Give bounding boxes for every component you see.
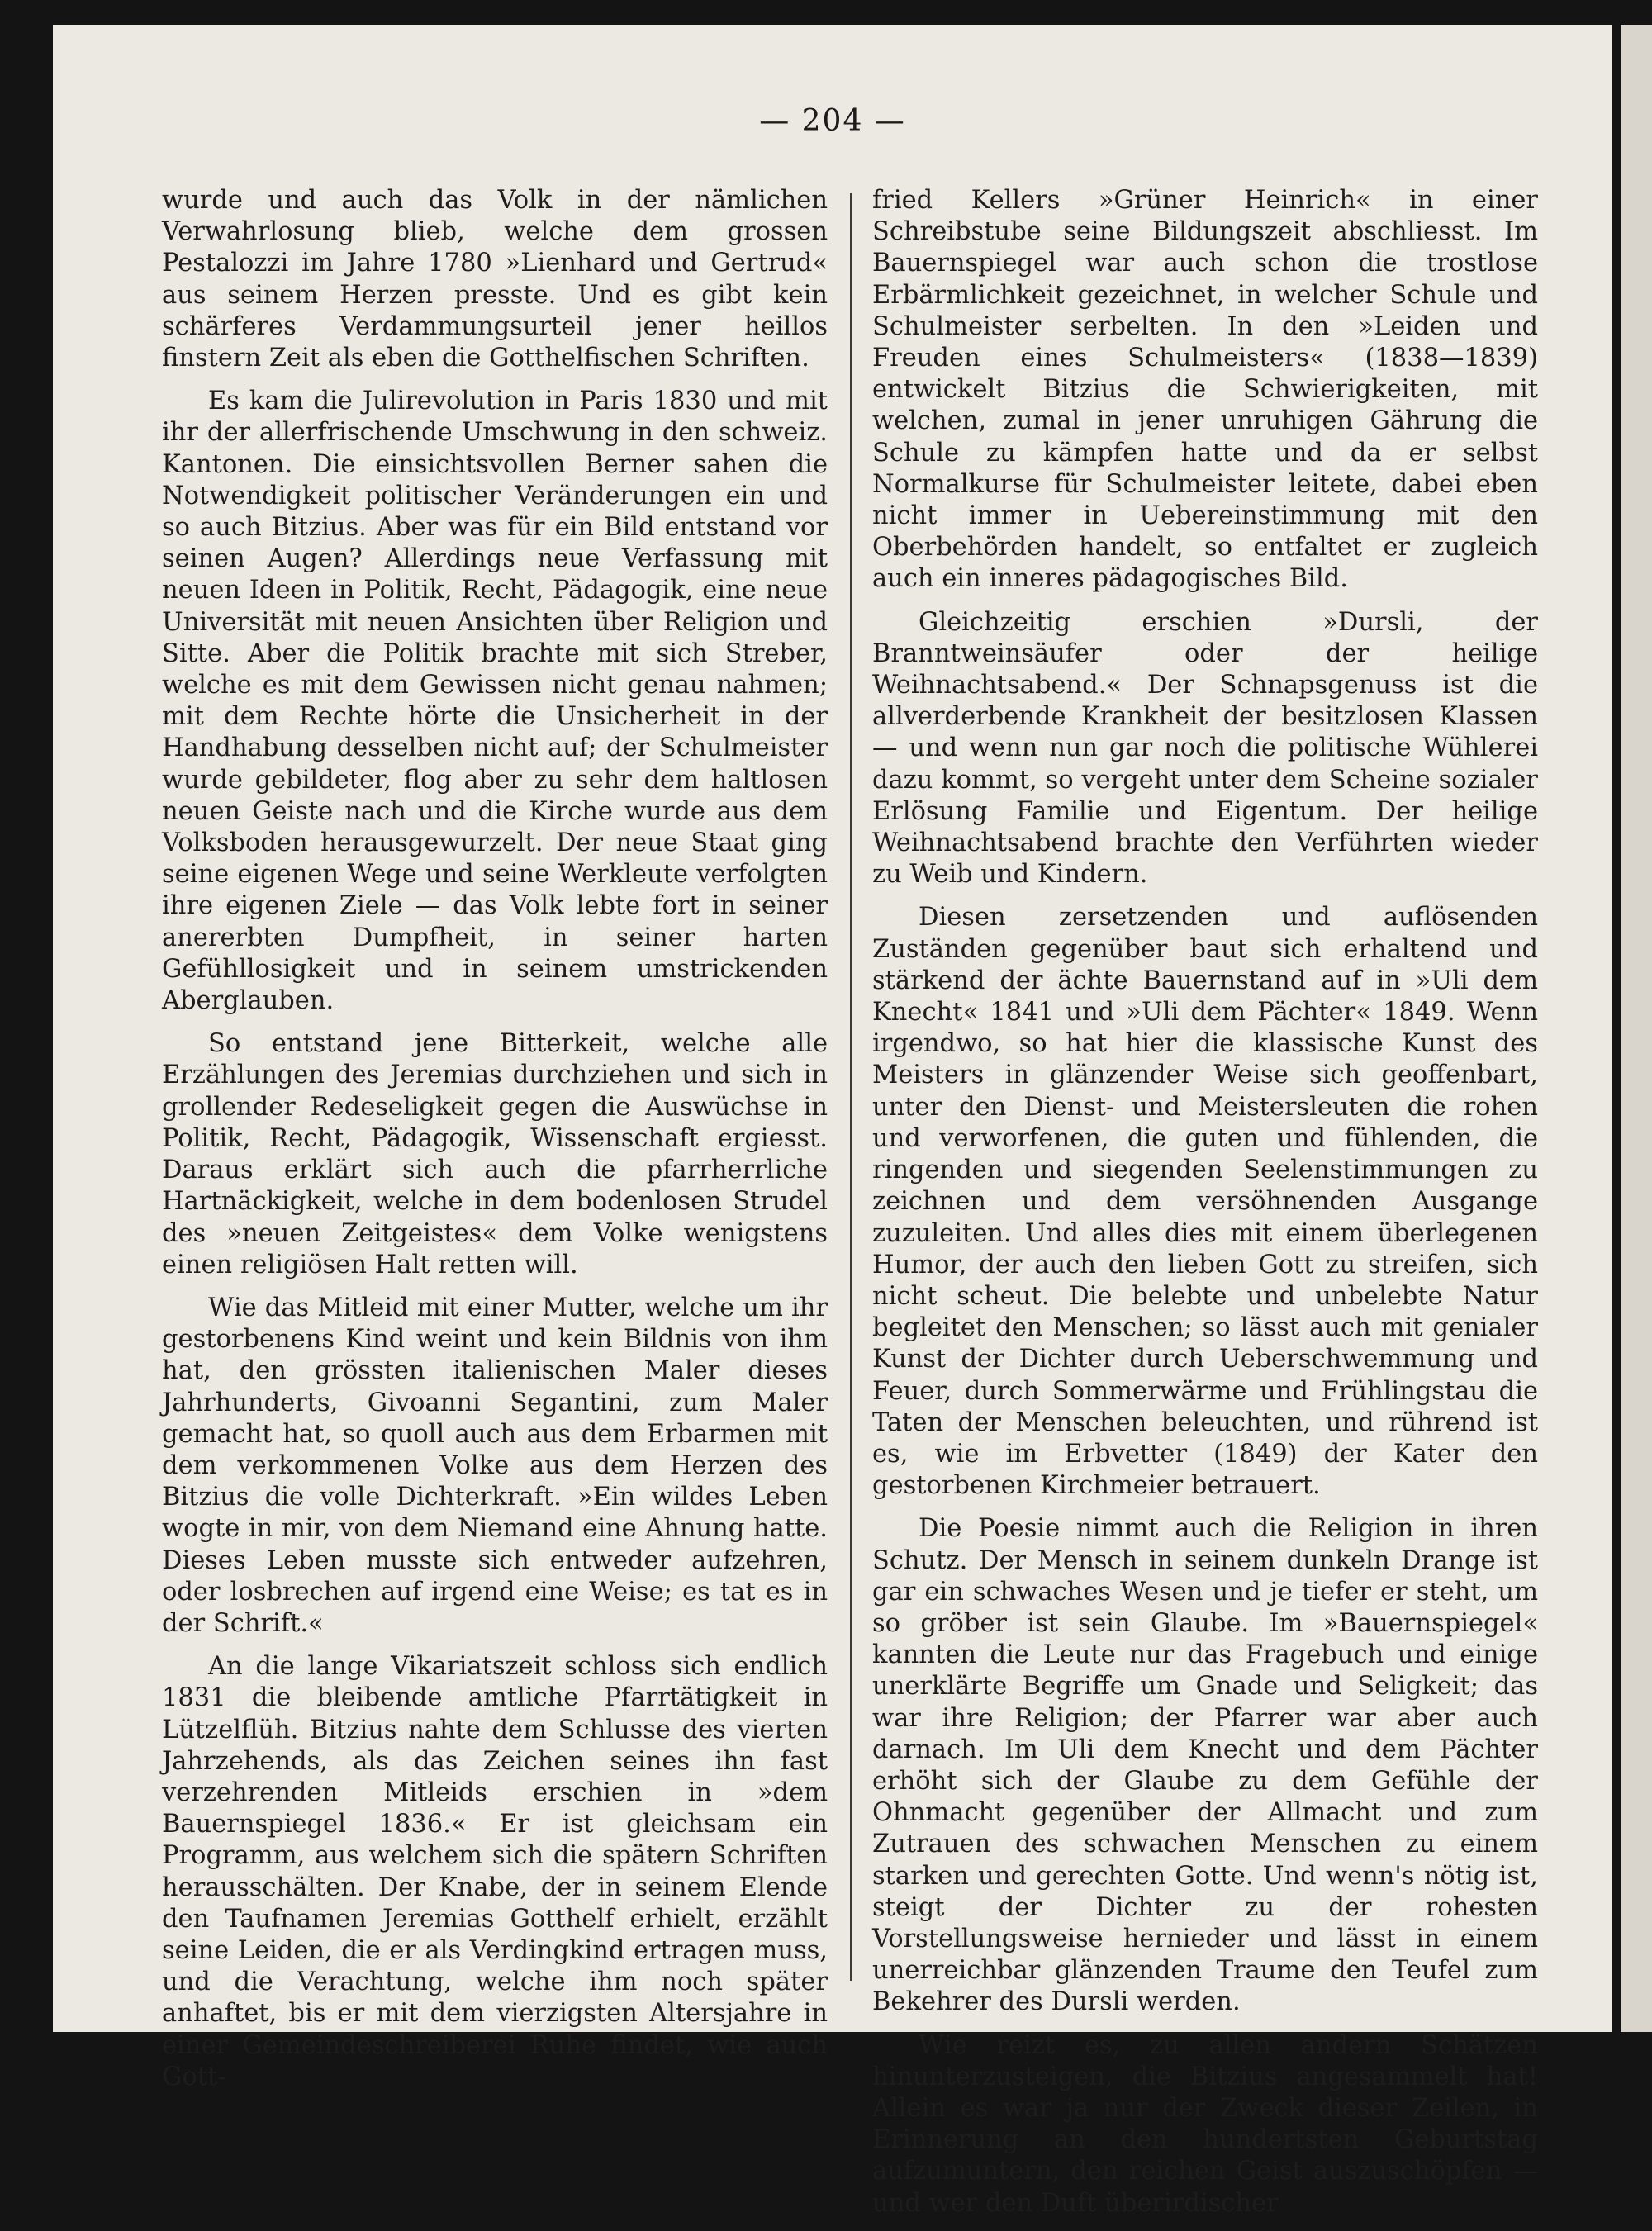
page-number: — 204 — <box>759 104 906 138</box>
left-paragraph-2: Es kam die Julirevolution in Paris 1830 und mit ihr der allerfrischende Umschwung in den schweiz. Kantonen. Die einsichtsvollen Berner sahen die Notwendigkeit politischer Veränderungen ein und so auch Bitzius. Aber was für ein Bild entstand vor seinen Augen? Allerdings neue Verfassung mit neuen Ideen in Politik, Recht, Pädagogik, eine neue Universität mit neuen Ansichten über Religion und Sitte. Aber die Politik brachte mit sich Streber, welche es mit dem Gewissen nicht genau nahmen; mit dem Rechte hörte die Unsicherheit in der Handhabung desselben nicht auf; der Schulmeister wurde gebildeter, flog aber zu sehr dem haltlosen neuen Geiste nach und die Kirche wurde aus dem Volksboden herausgewurzelt. Der neue Staat ging seine eigenen Wege und seine Werkleute verfolgten ihre eigenen Ziele — das Volk lebte fort in seiner anererbten Dumpfheit, in seiner harten Gefühllosigkeit und in seinem umstrickenden Aberglauben. <box>162 387 828 1016</box>
left-paragraph-4: Wie das Mitleid mit einer Mutter, welche um ihr gestorbenens Kind weint und kein Bildnis von ihm hat, den grössten italienischen Maler dieses Jahrhunderts, Givoanni Segantini, zum Maler gemacht hat, so quoll auch aus dem Erbarmen mit dem verkommenen Volke aus dem Herzen des Bitzius die volle Dichterkraft. »Ein wildes Leben wogte in mir, von dem Niemand eine Ahnung hatte. Dieses Leben musste sich entweder aufzehren, oder losbrechen auf irgend eine Weise; es tat es in der Schrift.« <box>162 1293 828 1638</box>
column-divider <box>850 193 852 1981</box>
right-paragraph-5: Wie reizt es, zu allen andern Schätzen hinunterzusteigen, die Bitzius angesammelt hat! Allein es war ja nur der Zweck dieser Zeilen, in Erinnerung an den hundertsten Geburtstag aufzumuntern, den reichen Geist auszuschöpfen — und wer den Duft überirdischer <box>872 2030 1538 2218</box>
right-paragraph-2: Gleichzeitig erschien »Dursli, der Branntweinsäufer oder der heilige Weihnachtsabend.« Der Schnapsgenuss ist die allverderbende Krankheit der besitzlosen Klassen — und wenn nun gar noch die politische Wühlerei dazu kommt, so vergeht unter dem Scheine sozialer Erlösung Familie und Eigentum. Der heilige Weihnachtsabend brachte den Verführten wieder zu Weib und Kindern. <box>872 607 1538 890</box>
left-paragraph-1: wurde und auch das Volk in der nämlichen Verwahrlosung blieb, welche dem grossen Pestalozzi im Jahre 1780 »Lienhard und Gertrud« aus seinem Herzen presste. Und es gibt kein schärferes Verdammungsurteil jener heillos finstern Zeit als eben die Gotthelfischen Schriften. <box>162 186 828 373</box>
right-paragraph-3: Diesen zersetzenden und auflösenden Zuständen gegenüber baut sich erhaltend und stärkend der ächte Bauernstand auf in »Uli dem Knecht« 1841 und »Uli dem Pächter« 1849. Wenn irgendwo, so hat hier die klassische Kunst des Meisters in glänzender Weise sich geoffenbart, unter den Dienst- und Meistersleuten die rohen und verworfenen, die guten und fühlenden, die ringenden und siegenden Seelenstimmungen zu zeichnen und dem versöhnenden Ausgange zuzuleiten. Und alles dies mit einem überlegenen Humor, der auch den lieben Gott zu streifen, sich nicht scheut. Die belebte und unbelebte Natur begleitet den Menschen; so lässt auch mit genialer Kunst der Dichter durch Ueberschwemmung und Feuer, durch Sommerwärme und Frühlingstau die Taten der Menschen beleuchten, und rührend ist es, wie im Erbvetter (1849) der Kater den gestorbenen Kirchmeier betrauert. <box>872 903 1538 1501</box>
right-column <box>872 185 1538 2231</box>
adjacent-page-edge <box>1621 25 1652 2032</box>
scanned-page <box>53 25 1612 2218</box>
right-paragraph-1: fried Kellers »Grüner Heinrich« in einer Schreibstube seine Bildungszeit abschliesst. Im Bauernspiegel war auch schon die trostlose Erbärmlichkeit gezeichnet, in welcher Schule und Schulmeister serbelten. In den »Leiden und Freuden eines Schulmeisters« (1838—1839) entwickelt Bitzius die Schwierigkeiten, mit welchen, zumal in jener unruhigen Gährung die Schule zu kämpfen hatte und da er selbst Normalkurse für Schulmeister leitete, dabei eben nicht immer in Uebereinstimmung mit den Oberbehörden handelt, so entfaltet er zugleich auch ein inneres pädagogisches Bild. <box>872 186 1538 594</box>
left-paragraph-3: So entstand jene Bitterkeit, welche alle Erzählungen des Jeremias durchziehen und sich in grollender Redeseligkeit gegen die Auswüchse in Politik, Recht, Pädagogik, Wissenschaft ergiesst. Daraus erklärt sich auch die pfarrherrliche Hartnäckigkeit, welche in dem bodenlosen Strudel des »neuen Zeitgeistes« dem Volke wenigstens einen religiösen Halt retten will. <box>162 1029 828 1279</box>
right-paragraph-4: Die Poesie nimmt auch die Religion in ihren Schutz. Der Mensch in seinem dunkeln Drange ist gar ein schwaches Wesen und je tiefer er steht, um so gröber ist sein Glaube. Im »Bauernspiegel« kannten die Leute nur das Fragebuch und einige unerklärte Begriffe um Gnade und Seligkeit; das war ihre Religion; der Pfarrer war aber auch darnach. Im Uli dem Knecht und dem Pächter erhöht sich der Glaube zu dem Gefühle der Ohnmacht gegenüber der Allmacht und zum Zutrauen des schwachen Menschen zu einem starken und gerechten Gotte. Und wenn's nötig ist, steigt der Dichter zu der rohesten Vorstellungsweise hernieder und lässt in einem unerreichbar glänzenden Traume den Teufel zum Bekehrer des Dursli werden. <box>872 1514 1538 2017</box>
left-paragraph-5: An die lange Vikariatszeit schloss sich endlich 1831 die bleibende amtliche Pfarrtätigkeit in Lützelflüh. Bitzius nahte dem Schlusse des vierten Jahrzehends, als das Zeichen seines ihn fast verzehrenden Mitleids erschien in »dem Bauernspiegel 1836.« Er ist gleichsam ein Programm, aus welchem sich die spätern Schriften herausschälten. Der Knabe, der in seinem Elende den Taufnamen Jeremias Gotthelf erhielt, erzählt seine Leiden, die er als Verdingkind ertragen muss, und die Verachtung, welche ihm noch später anhaftet, bis er mit dem vierzigsten Altersjahre in einer Gemeindeschreiberei Ruhe findet, wie auch Gott- <box>162 1652 828 2091</box>
left-column <box>162 185 828 2105</box>
